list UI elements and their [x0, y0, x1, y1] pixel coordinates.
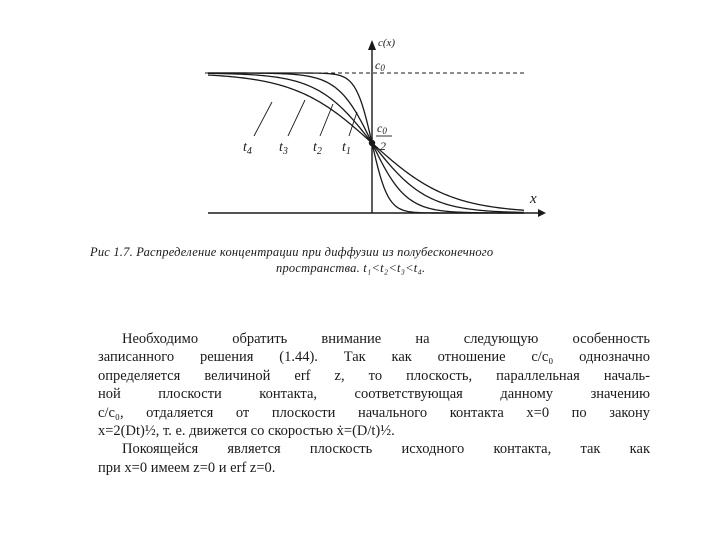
curve-label-t1: $t_1$ — [342, 140, 351, 157]
curve-leader-line — [288, 100, 305, 136]
text-line: c/c₀, отдаляется от плоскости начального контакта x=0 по закону — [98, 404, 650, 421]
y-axis-arrow — [368, 40, 376, 50]
curve-leader-line — [254, 102, 272, 136]
curve-leader-line — [320, 104, 333, 136]
text-line: определяется величиной erf z, то плоскость, параллельная началь- — [98, 367, 650, 384]
text-line: при x=0 имеем z=0 и erf z=0. — [98, 459, 276, 476]
text-line: Необходимо обратить внимание на следующую особенность — [122, 331, 650, 347]
curve-t1 — [208, 73, 524, 213]
paragraph-2 — [98, 440, 650, 477]
curve-t2 — [208, 73, 524, 213]
x-axis-arrow — [538, 209, 546, 217]
concentration-figure — [0, 0, 720, 240]
body-text — [98, 330, 650, 477]
figure-caption — [90, 244, 650, 276]
half-c0-denominator: 2 — [380, 139, 386, 153]
midpoint-dot — [369, 140, 375, 146]
curve-t3 — [208, 73, 524, 212]
curve-label-t3: $t_3$ — [279, 140, 288, 157]
curve-label-t2: $t_2$ — [313, 140, 322, 157]
paragraph-1 — [98, 330, 650, 440]
text-line: ной плоскости контакта, соответствующая данному значению — [98, 386, 650, 403]
text-line: x=2(Dt)½, т. е. движется со скоростью ẋ=(D/t)½. — [98, 423, 395, 440]
curve-t4 — [208, 75, 524, 210]
text-line: записанного решения (1.44). Так как отношение c/c₀ однозначно — [98, 349, 650, 366]
half-c0-numerator: c0 — [377, 121, 387, 136]
curve-label-t4: $t_4$ — [243, 140, 252, 157]
x-axis-label: x — [530, 191, 537, 207]
caption-line-1: Рис 1.7. Распределение концентрации при диффузии из полубесконечного — [90, 245, 494, 259]
caption-line-2: пространства. t₁<t₂<t₃<t₄. — [276, 261, 426, 275]
c0-label: c0 — [375, 58, 385, 73]
y-axis-label: c(x) — [378, 37, 396, 49]
text-line: Покоящейся является плоскость исходного контакта, так как — [122, 441, 650, 458]
